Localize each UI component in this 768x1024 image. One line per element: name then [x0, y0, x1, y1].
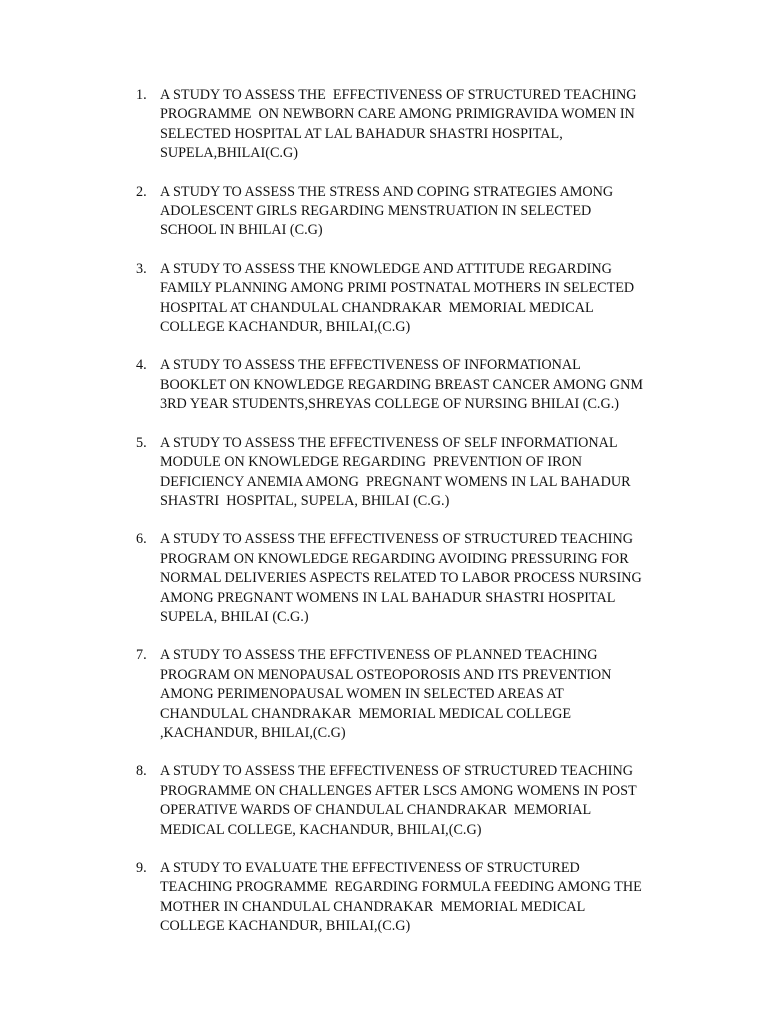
- study-item: [136, 356, 656, 414]
- study-title-line: SUPELA, BHILAI (C.G.): [160, 608, 309, 625]
- study-title-line: MOTHER IN CHANDULAL CHANDRAKAR MEMORIAL MEDICAL: [160, 898, 586, 915]
- study-title-line: PROGRAMME ON CHALLENGES AFTER LSCS AMONG WOMENS IN POST: [160, 782, 637, 799]
- study-title: [160, 356, 656, 414]
- study-title-line: A STUDY TO ASSESS THE EFFECTIVENESS OF STRUCTURED TEACHING: [160, 531, 633, 548]
- study-title-line: A STUDY TO EVALUATE THE EFFECTIVENESS OF STRUCTURED: [160, 860, 580, 876]
- item-number: 5.: [136, 434, 147, 451]
- study-title-line: A STUDY TO ASSESS THE STRESS AND COPING STRATEGIES AMONG: [160, 183, 614, 200]
- study-title-line: PROGRAM ON MENOPAUSAL OSTEOPOROSIS AND ITS PREVENTION: [160, 666, 612, 683]
- item-number: 2.: [136, 183, 147, 200]
- study-title-line: A STUDY TO ASSESS THE EFFECTIVENESS OF SELF INFORMATIONAL: [160, 434, 618, 451]
- study-title-line: A STUDY TO ASSESS THE EFFECTIVENESS OF STRUCTURED TEACHING: [160, 763, 633, 780]
- study-title-line: MODULE ON KNOWLEDGE REGARDING PREVENTION OF IRON: [160, 454, 583, 471]
- study-title-list: [136, 86, 656, 956]
- study-title-line: 3RD YEAR STUDENTS,SHREYAS COLLEGE OF NURSING BHILAI (C.G.): [160, 396, 619, 413]
- study-title-line: SHASTRI HOSPITAL, SUPELA, BHILAI (C.G.): [160, 492, 450, 509]
- study-title-line: COLLEGE KACHANDUR, BHILAI,(C.G): [160, 918, 411, 935]
- study-title: [160, 260, 656, 338]
- study-title: [160, 86, 656, 164]
- study-title-line: A STUDY TO ASSESS THE EFFECTIVENESS OF STRUCTURED TEACHING: [160, 87, 637, 103]
- study-title-line: FAMILY PLANNING AMONG PRIMI POSTNATAL MOTHERS IN SELECTED: [160, 280, 635, 297]
- item-number: 7.: [136, 647, 147, 664]
- study-title-line: OPERATIVE WARDS OF CHANDULAL CHANDRAKAR MEMORIAL: [160, 802, 592, 819]
- study-title: [160, 762, 656, 840]
- item-number: 1.: [136, 87, 147, 103]
- study-title-line: SELECTED HOSPITAL AT LAL BAHADUR SHASTRI HOSPITAL,: [160, 125, 563, 142]
- study-title-line: ,KACHANDUR, BHILAI,(C.G): [160, 724, 346, 741]
- study-item: [136, 260, 656, 338]
- study-title-line: SUPELA,BHILAI(C.G): [160, 145, 298, 162]
- study-title-line: PROGRAMME ON NEWBORN CARE AMONG PRIMIGRAVIDA WOMEN IN: [160, 106, 635, 123]
- study-item: [136, 762, 656, 840]
- study-title-line: CHANDULAL CHANDRAKAR MEMORIAL MEDICAL COLLEGE: [160, 705, 572, 722]
- study-title-line: SCHOOL IN BHILAI (C.G): [160, 222, 323, 239]
- item-number: 3.: [136, 260, 147, 277]
- study-title-line: COLLEGE KACHANDUR, BHILAI,(C.G): [160, 319, 411, 336]
- study-title: [160, 530, 656, 627]
- study-title-line: A STUDY TO ASSESS THE EFFECTIVENESS OF INFORMATIONAL: [160, 357, 581, 374]
- study-title-line: HOSPITAL AT CHANDULAL CHANDRAKAR MEMORIAL MEDICAL: [160, 299, 594, 316]
- study-title-line: A STUDY TO ASSESS THE EFFCTIVENESS OF PLANNED TEACHING: [160, 647, 598, 664]
- study-title-line: AMONG PREGNANT WOMENS IN LAL BAHADUR SHASTRI HOSPITAL: [160, 589, 616, 606]
- study-title-line: AMONG PERIMENOPAUSAL WOMEN IN SELECTED AREAS AT: [160, 686, 564, 703]
- study-title-line: A STUDY TO ASSESS THE KNOWLEDGE AND ATTITUDE REGARDING: [160, 260, 612, 277]
- item-number: 6.: [136, 531, 147, 548]
- study-title-line: BOOKLET ON KNOWLEDGE REGARDING BREAST CANCER AMONG GNM: [160, 376, 644, 393]
- item-number: 4.: [136, 357, 147, 374]
- study-item: [136, 86, 656, 164]
- study-title-line: NORMAL DELIVERIES ASPECTS RELATED TO LABOR PROCESS NURSING: [160, 570, 642, 587]
- study-item: [136, 859, 656, 937]
- item-number: 8.: [136, 763, 147, 780]
- study-title: [160, 183, 656, 241]
- study-title-line: TEACHING PROGRAMME REGARDING FORMULA FEEDING AMONG THE: [160, 879, 642, 896]
- study-item: [136, 530, 656, 627]
- study-item: [136, 434, 656, 512]
- study-title-line: ADOLESCENT GIRLS REGARDING MENSTRUATION IN SELECTED: [160, 203, 592, 220]
- study-title-line: DEFICIENCY ANEMIA AMONG PREGNANT WOMENS IN LAL BAHADUR: [160, 473, 631, 490]
- study-title: [160, 434, 656, 512]
- study-title-line: PROGRAM ON KNOWLEDGE REGARDING AVOIDING PRESSURING FOR: [160, 550, 629, 567]
- study-title: [160, 859, 656, 937]
- study-title-line: MEDICAL COLLEGE, KACHANDUR, BHILAI,(C.G): [160, 821, 482, 838]
- study-title: [160, 646, 656, 743]
- study-item: [136, 183, 656, 241]
- item-number: 9.: [136, 860, 147, 876]
- study-item: [136, 646, 656, 743]
